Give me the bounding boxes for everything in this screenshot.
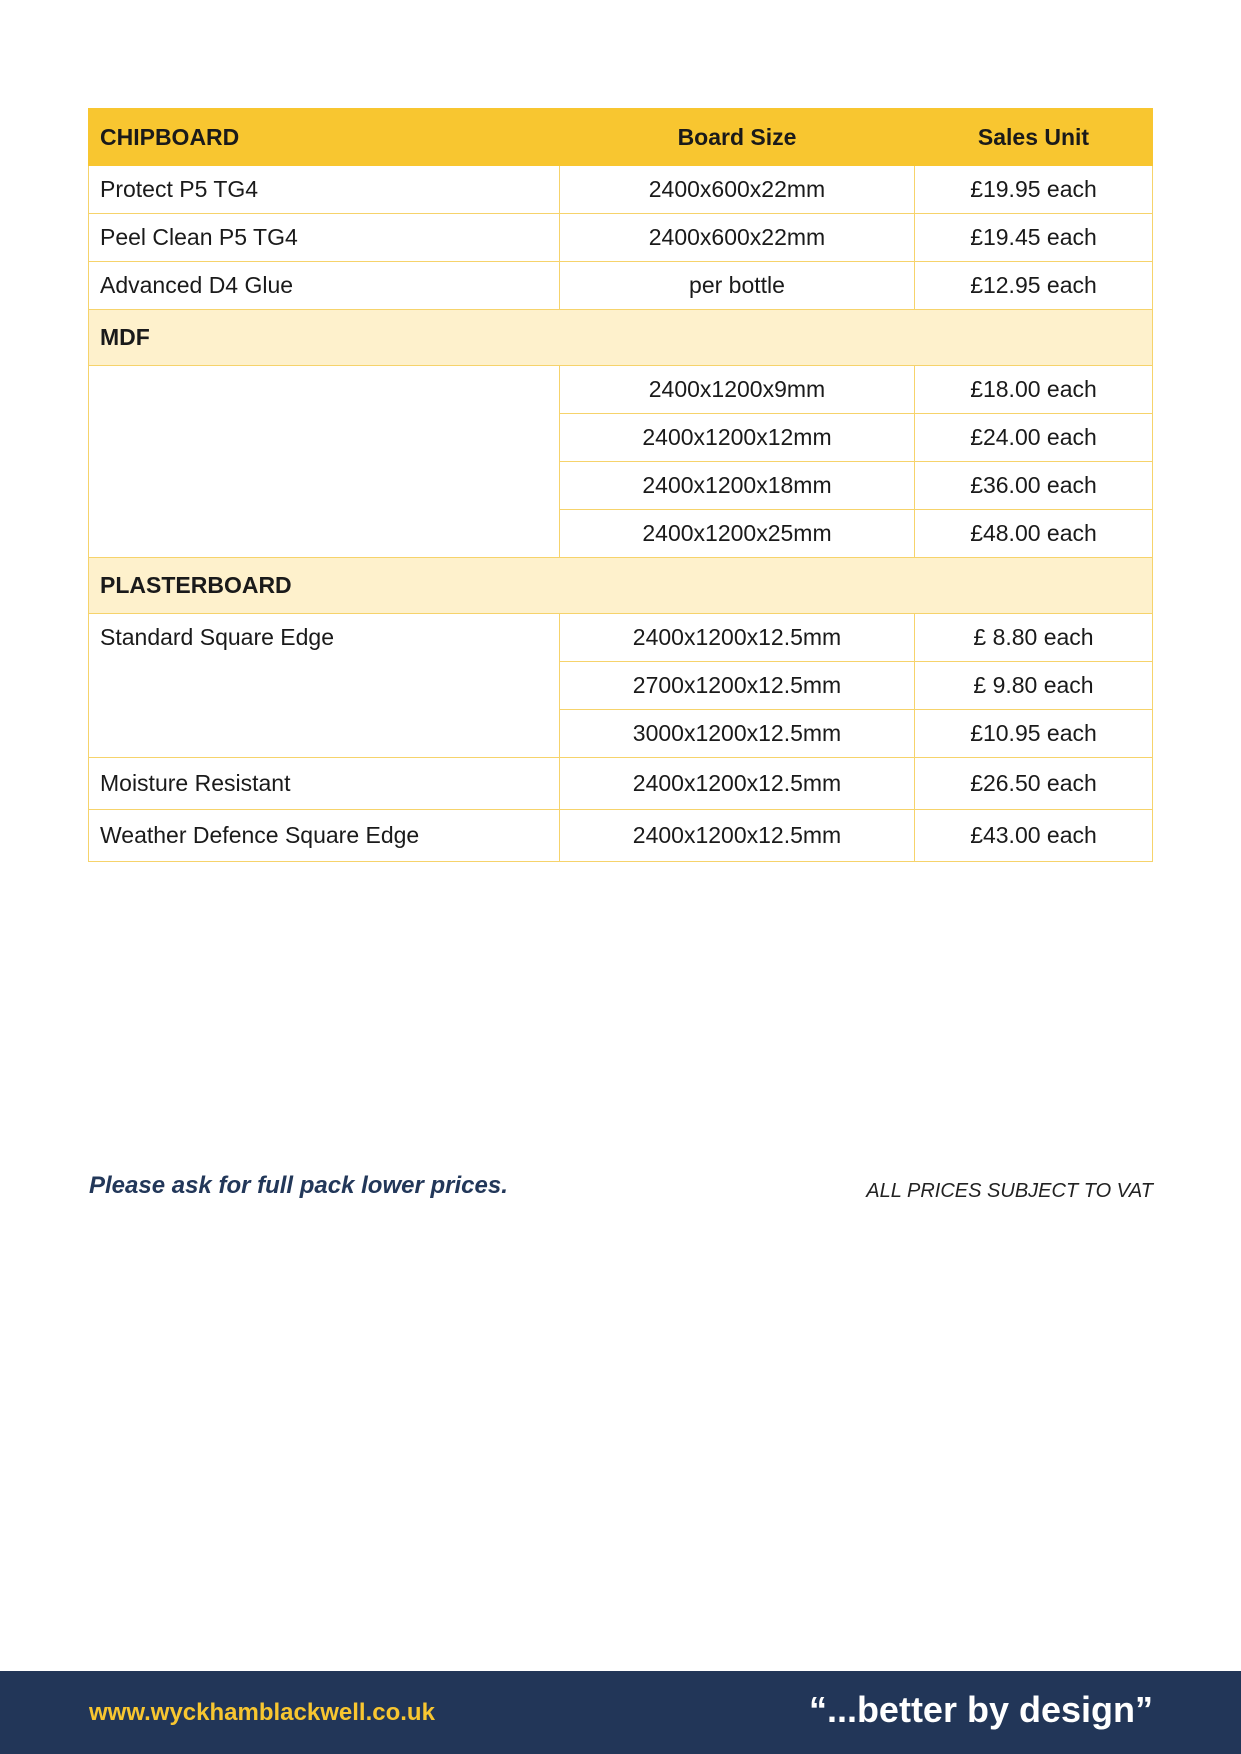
section-title: PLASTERBOARD — [89, 558, 1153, 614]
sales-unit: £43.00 each — [915, 810, 1153, 862]
board-size: 2400x1200x12.5mm — [560, 758, 915, 810]
sales-unit: £18.00 each — [915, 366, 1153, 414]
footer-bar — [0, 1671, 1241, 1754]
board-size: 3000x1200x12.5mm — [560, 710, 915, 758]
product-name — [89, 366, 560, 558]
product-name: Protect P5 TG4 — [89, 166, 560, 214]
header-category: CHIPBOARD — [89, 109, 560, 166]
header-board-size: Board Size — [560, 109, 915, 166]
sales-unit: £48.00 each — [915, 510, 1153, 558]
table-row — [89, 758, 1153, 810]
product-name: Moisture Resistant — [89, 758, 560, 810]
product-name: Advanced D4 Glue — [89, 262, 560, 310]
sales-unit: £10.95 each — [915, 710, 1153, 758]
product-name: Peel Clean P5 TG4 — [89, 214, 560, 262]
board-size: 2400x1200x12.5mm — [560, 614, 915, 662]
pack-prices-note: Please ask for full pack lower prices. — [89, 1172, 508, 1199]
section-title: MDF — [89, 310, 1153, 366]
board-size: 2400x1200x18mm — [560, 462, 915, 510]
board-size: 2700x1200x12.5mm — [560, 662, 915, 710]
price-table — [88, 108, 1153, 862]
table-row — [89, 810, 1153, 862]
sales-unit: £12.95 each — [915, 262, 1153, 310]
product-name: Standard Square Edge — [89, 614, 560, 758]
board-size: 2400x1200x25mm — [560, 510, 915, 558]
table-row — [89, 214, 1153, 262]
sales-unit: £26.50 each — [915, 758, 1153, 810]
sales-unit: £19.95 each — [915, 166, 1153, 214]
board-size: per bottle — [560, 262, 915, 310]
board-size: 2400x1200x12.5mm — [560, 810, 915, 862]
header-sales-unit: Sales Unit — [915, 109, 1153, 166]
table-row — [89, 166, 1153, 214]
website-link[interactable]: www.wyckhamblackwell.co.uk — [89, 1699, 435, 1726]
board-size: 2400x600x22mm — [560, 214, 915, 262]
sales-unit: £36.00 each — [915, 462, 1153, 510]
sales-unit: £24.00 each — [915, 414, 1153, 462]
section-header-plasterboard — [89, 558, 1153, 614]
table-row — [89, 614, 1153, 662]
board-size: 2400x1200x12mm — [560, 414, 915, 462]
vat-note: ALL PRICES SUBJECT TO VAT — [866, 1180, 1153, 1202]
section-header-mdf — [89, 310, 1153, 366]
table-header — [89, 109, 1153, 166]
sales-unit: £ 9.80 each — [915, 662, 1153, 710]
table-row — [89, 366, 1153, 414]
tagline: “...better by design” — [808, 1689, 1153, 1730]
table-row — [89, 262, 1153, 310]
board-size: 2400x1200x9mm — [560, 366, 915, 414]
sales-unit: £19.45 each — [915, 214, 1153, 262]
sales-unit: £ 8.80 each — [915, 614, 1153, 662]
product-name: Weather Defence Square Edge — [89, 810, 560, 862]
board-size: 2400x600x22mm — [560, 166, 915, 214]
